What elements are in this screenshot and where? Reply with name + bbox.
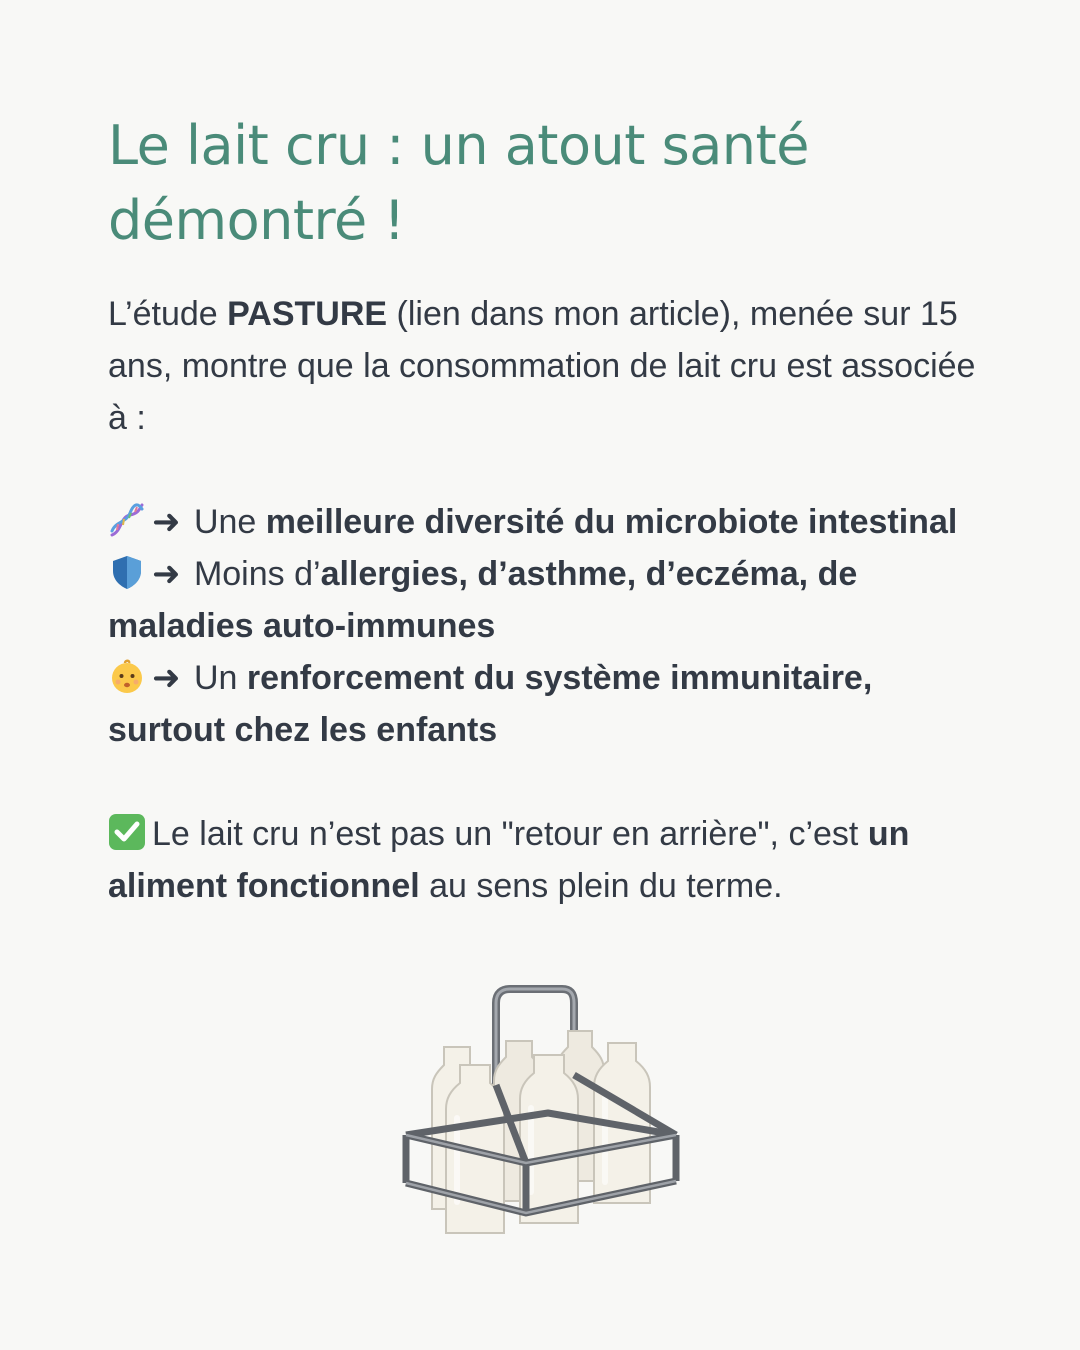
intro-text-continued: (lien dans mon article), menée sur 15 ans, montre que la consommation de lait cru est associée à : [108,295,976,437]
benefit-item [108,652,988,756]
conclusion-highlight: un aliment fonctionnel [108,815,910,905]
benefit-highlight: meilleure diversité du microbiote intestinal [265,503,958,541]
arrow-icon: ➜ [152,555,181,593]
arrow-icon: ➜ [152,659,181,697]
spacer [108,444,988,496]
dna-icon [108,501,146,539]
study-name: PASTURE [227,295,388,333]
milk-crate-illustration [398,985,683,1247]
benefit-item [108,496,988,548]
post-body [108,288,988,912]
conclusion-text: Le lait cru n’est pas un "retour en arrière", c’est [152,815,868,853]
shield-icon [108,553,146,591]
check-mark-icon [108,813,146,851]
benefit-item [108,548,988,652]
benefit-prefix: Moins d’ [193,555,321,593]
spacer [108,756,988,808]
baby-icon [108,657,146,695]
benefit-prefix: Une [193,503,266,541]
arrow-icon: ➜ [152,503,181,541]
page-title: Le lait cru : un atout santé démontré ! [108,114,809,252]
benefit-highlight: allergies, d’asthme, d’eczéma, de maladies auto-immunes [108,555,858,645]
conclusion-paragraph [108,808,988,912]
benefit-highlight: renforcement du système immunitaire, surtout chez les enfants [108,659,873,749]
conclusion-text-end: au sens plein du terme. [419,867,783,905]
intro-paragraph [108,288,988,444]
intro-text: L’étude [108,295,228,333]
benefit-prefix: Un [193,659,247,697]
